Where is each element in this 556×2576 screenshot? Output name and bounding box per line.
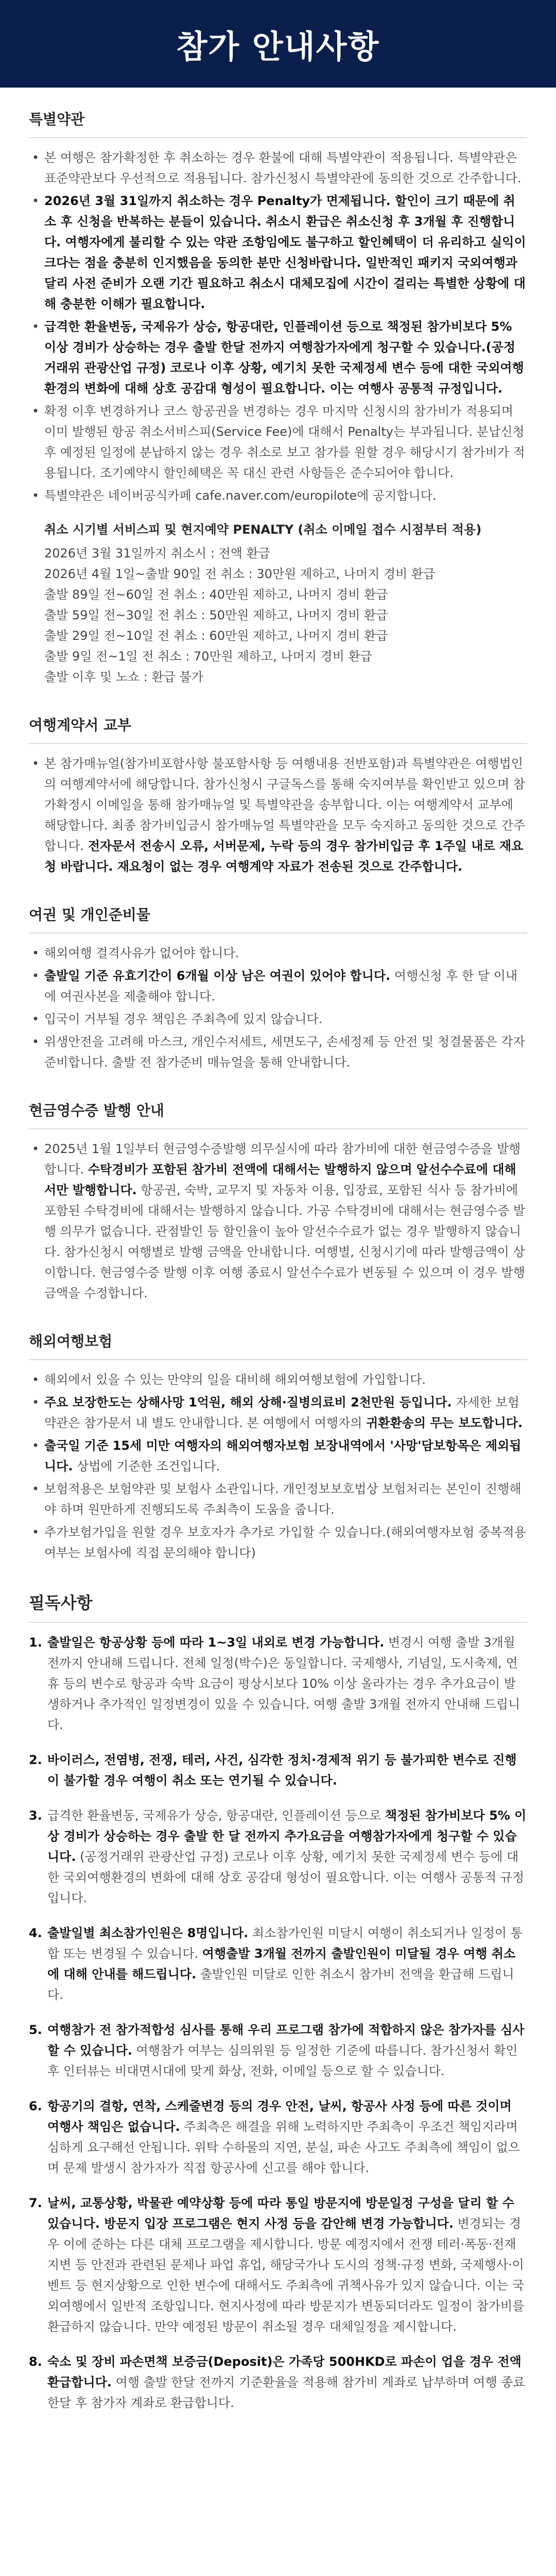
body-text: 2025년 1월 1일부터 현금영수증발행 의무실시에 따라 참가비에 대한 현금영수증을 발행합니다.: [44, 1142, 521, 1177]
section-notes: [29, 1590, 527, 2413]
section-contract: [29, 714, 527, 877]
bold-text: 책정된 참가비보다 5% 이상 경비가 상승하는 경우 출발 한 달 전까지 추가요금을 여행참가자에게 청구할 수 있습니다.: [47, 1808, 527, 1864]
note-text: [47, 1923, 527, 2005]
bullet-list: [29, 1369, 527, 1563]
note-item: [29, 1923, 527, 2005]
bullet-list: [29, 943, 527, 1073]
bold-text: 2026년 3월 31일까지 취소하는 경우 Penalty가 면제됩니다. 할인이 크기 때문에 취소 후 신청을 반복하는 분들이 있습니다. 취소시 환급은 취소신청 후 3개월 후 진행합니다. 여행자에게 불리할 수 있는 약관 조항임에도 불구하고 할인혜택이 더 유리하고 실익이 크다는 점을 충분히 인지했음을 동의한 분만 신청바랍니다. 일반적인 패키지 국외여행과 달리 사전 준비가 오랜 기간 필요하고 취소시 대체모집에 시간이 걸리는 특별한 상황에 대해 충분한 이해가 필요합니다.: [44, 194, 526, 311]
body-text: 항공권, 숙박, 교무지 및 자동차 이용, 입장료, 포함된 식사 등 참가비에 포함된 수탁경비에 대해서는 발행하지 않습니다. 가공 수탁경비에 대해서는 현금영수증 발행 의무가 없습니다. 관점발인 등 할인율이 높아 알선수수료가 없는 경우 발행하지 않습니다. 참가신청시 여행별로 발행 금액을 안내합니다. 여행별, 신청시기에 따라 발행금액이 상이합니다. 현금영수증 발행 이후 여행 종료시 알선수수료가 변동될 수 있으며 이 경우 발행금액을 수정합니다.: [44, 1183, 526, 1300]
bold-text: 주요 보장한도는 상해사망 1억원, 해외 상해·질병의료비 2천만원 등입니다.: [44, 1395, 452, 1410]
bold-text: 급격한 환율변동, 국제유가 상승, 항공대란, 인플레이션 등으로: [44, 319, 387, 334]
note-number: 4.: [29, 1926, 42, 1940]
note-text: [47, 2193, 527, 2337]
body-text: 주최측은 해결을 위해 노력하지만 주최측이 우조건 책임지라며 심하게 요구해선 안됩니다. 위탁 수하물의 지연, 분실, 파손 사고도 주최측에 책임이 없으며 문제 발생시 참가자가 직접 항공사에 신고를 해야 합니다.: [47, 2120, 520, 2175]
bullet-list: [29, 147, 527, 506]
body-text: 출발인원 미달로 인한 취소시 참가비 전액을 환급해 드립니다.: [47, 1967, 514, 2002]
list-item: [29, 1369, 527, 1390]
penalty-lines: [44, 543, 527, 687]
list-item: [29, 1392, 527, 1433]
list-item: [29, 1435, 527, 1477]
body-text: 보험적용은 보험약관 및 보험사 소관입니다. 개인정보보호법상 보험처리는 본인이 진행해야 하며 원만하게 진행되도록 주최측이 도움을 줍니다.: [44, 1482, 522, 1517]
bold-text: 여행참가 전 참가적합성 심사를 통해 우리 프로그램 참가에 적합하지 않은 참가자를 심사할 수 있습니다.: [47, 2023, 525, 2058]
body-text: 추가보험가입을 원할 경우 보호자가 추가로 가입할 수 있습니다.(해외여행자보험 중복적용 여부는 보험사에 직접 문의해야 합니다): [44, 1525, 526, 1560]
bold-text: 숙소 및 장비 파손면책 보증금(Deposit)은 가족당 500HKD로 파손이 업을 경우 전액 환급합니다.: [47, 2354, 522, 2389]
list-item: [29, 401, 527, 483]
penalty-line: 2026년 3월 31일까지 취소시 : 전액 환급: [44, 546, 270, 561]
body-text: 최소참가인원 미달시 여행이 취소되거나 일정이 통합 또는 변경될 수 있습니다.: [47, 1926, 523, 1961]
note-number: 1.: [29, 1635, 42, 1650]
note-text: [47, 1805, 527, 1908]
note-item: [29, 2351, 527, 2413]
body-text: 여행참가 여부는 심의위원 등 일정한 기준에 따릅니다. 참가신청서 확인 후 인터뷰는 비대면시대에 맞게 화상, 전화, 이메일 등으로 할 수 있습니다.: [47, 2043, 518, 2078]
body-text: 해외여행 결격사유가 없어야 합니다.: [44, 946, 239, 960]
body-text: (공정거래위 관광산업 규정) 코로나 이후 상황, 예기치 못한 국제정세 변수 등에 대한 국외여행환경의 변화에 대해 상호 공감대 형성이 필요합니다. 이는 여행사 공통적 규정입니다.: [47, 1850, 525, 1905]
note-item: [29, 2096, 527, 2178]
note-text: [47, 1750, 527, 1791]
bold-text: 출발일별 최소참가인원은 8명입니다.: [47, 1926, 249, 1940]
note-text: [47, 2020, 527, 2081]
note-number: 3.: [29, 1808, 42, 1823]
bold-text: 귀환환송의 무는 보도합니다.: [366, 1416, 523, 1430]
note-item: [29, 2020, 527, 2081]
bullet-list: [29, 1139, 527, 1303]
note-number: 2.: [29, 1753, 42, 1767]
body-text: 여행 출발 한달 전까지 기준환율을 적용해 참가비 계좌로 납부하며 여행 종료 한달 후 참가자 계좌로 환급합니다.: [47, 2375, 525, 2410]
body-text: 해외에서 있을 수 있는 만약의 일을 대비해 해외여행보험에 가입합니다.: [44, 1372, 426, 1387]
note-number: 6.: [29, 2099, 42, 2113]
body-text: 확정 이후 변경하거나 코스 항공권을 변경하는 경우 마지막 신청시의 참가비가 적용되며 이미 발행된 항공 취소서비스피(Service Fee)에 대해서 Penalty는 부과됩니다. 분납신청 후 예정된 일정에 분납하지 않는 경우 취소로 보고 참가를 원할 경우 해당시기 참가비가 적용됩니다. 조기예약시 할인혜택은 꼭 대신 관련 사항들은 준수되어야 합니다.: [44, 404, 525, 480]
notes-title: 필독사항: [29, 1590, 527, 1623]
list-item: [29, 191, 527, 314]
body-text: 급격한 환율변동, 국제유가 상승, 항공대란, 인플레이션 등으로: [47, 1808, 385, 1823]
bold-text: 출발일 기준 유효기간이 6개월 이상 남은 여권이 있어야 합니다.: [44, 969, 391, 983]
body-text: 변경되는 경우 이에 준하는 다른 대체 프로그램을 제시합니다. 방문 예정지에서 전쟁 테러·폭동·전재지변 등 안전과 관련된 문제나 파업 휴업, 해당국가나 도시의 정책·규정 변화, 국제행사·이벤트 등 현지상황으로 인한 변수에 대해서도 주최측에 귀책사유가 있지 않습니다. 이는 국외여행에서 일반적 조항입니다. 현지사정에 따라 방문지가 변동되더라도 일정이 참가비를 환급하지 않습니다. 만약 예정된 방문이 취소될 경우 대체일정을 제시합니다.: [47, 2216, 525, 2334]
section-title: 특별약관: [29, 108, 527, 138]
body-text: 자세한 보험약관은 참가문서 내 별도 안내합니다. 본 여행에서 여행자의: [44, 1395, 519, 1430]
list-item: [29, 316, 527, 399]
body-text: 여행신청 후 한 달 이내에 여권사본을 제출해야 합니다.: [44, 969, 518, 1004]
body-text: 변경시 여행 출발 3개월 전까지 안내해 드립니다. 전체 일정(박수)은 동일합니다. 국제행사, 기념일, 도시축제, 연휴 등의 변수로 항공과 숙박 요금이 평상시보다 10% 이상 올라가는 경우 추가요금이 발생하거나 추가적인 일정변경이 있을 수 있습니다. 여행 출발 3개월 전까지 안내해 드립니다.: [47, 1635, 520, 1732]
bold-text: 여행출발 3개월 전까지 출발인원이 미달될 경우 여행 취소에 대해 안내를 해드립니다.: [47, 1946, 516, 1981]
section-title: 여권 및 개인준비물: [29, 904, 527, 934]
note-number: 7.: [29, 2196, 42, 2210]
note-item: [29, 1750, 527, 1791]
bold-text: 항공기의 결항, 연착, 스케줄변경 등의 경우 안전, 날씨, 항공사 사정 등에 따른 것이며 여행사 책임은 없습니다.: [47, 2099, 512, 2134]
note-item: [29, 2193, 527, 2337]
note-number: 8.: [29, 2354, 42, 2369]
section-title: 여행계약서 교부: [29, 714, 527, 744]
note-number: 5.: [29, 2023, 42, 2037]
list-item: [29, 1522, 527, 1563]
list-item: [29, 943, 527, 963]
note-text: [47, 2351, 527, 2413]
penalty-table: [29, 519, 527, 687]
penalty-line: 출발 9일 전~1일 전 취소 : 70만원 제하고, 나머지 경비 환급: [44, 649, 372, 664]
section-title: 현금영수증 발행 안내: [29, 1099, 527, 1129]
bold-text: 출국일 기준 15세 미만 여행자의 해외여행자보험 보장내역에서 '사망'담보항목은 제외됩니다.: [44, 1438, 522, 1473]
list-item: [29, 1009, 527, 1029]
body-text: 위생안전을 고려해 마스크, 개인수저세트, 세면도구, 손세정제 등 안전 및 청결물품은 각자 준비합니다. 출발 전 참가준비 매뉴얼을 통해 안내합니다.: [44, 1035, 525, 1070]
section-passport: [29, 904, 527, 1073]
note-item: [29, 1805, 527, 1908]
list-item: [29, 1479, 527, 1520]
list-item: [29, 753, 527, 877]
content-area: [0, 88, 556, 2461]
body-text: 입국이 거부될 경우 책임은 주최측에 있지 않습니다.: [44, 1012, 323, 1026]
section-receipt: [29, 1099, 527, 1303]
note-item: [29, 1632, 527, 1735]
list-item: [29, 1031, 527, 1073]
penalty-line: 출발 89일 전~60일 전 취소 : 40만원 제하고, 나머지 경비 환급: [44, 587, 388, 602]
note-text: [47, 2096, 527, 2178]
penalty-line: 2026년 4월 1일~출발 90일 전 취소 : 30만원 제하고, 나머지 경비 환급: [44, 567, 436, 581]
penalty-line: 출발 이후 및 노쇼 : 환급 불가: [44, 670, 203, 684]
page-title: 참가 안내사항: [176, 27, 380, 65]
notes-list: [29, 1632, 527, 2413]
body-text: 상법에 기준한 조건입니다.: [73, 1459, 220, 1473]
list-item: [29, 965, 527, 1007]
section-insurance: [29, 1330, 527, 1563]
page-header: [0, 0, 556, 88]
list-item: [29, 1139, 527, 1303]
bold-text: 날씨, 교통상황, 박물관 예약상황 등에 따라 통일 방문지에 방문일정 구성을 달리 할 수 있습니다. 방문지 입장 프로그램은 현지 사정 등을 감안해 변경 가능합니다.: [47, 2196, 514, 2231]
list-item: [29, 485, 527, 506]
bold-text: 수탁경비가 포함된 참가비 전액에 대해서는 발행하지 않으며 알선수수료에 대해서만 발행합니다.: [44, 1162, 516, 1197]
bold-text: 책정된 참가비보다 5% 이상 경비가 상승하는 경우 출발 한달 전까지 여행참가자에게 청구할 수 있습니다.: [44, 319, 512, 354]
body-text: 특별약관은 네이버공식카페 cafe.naver.com/europilote에 공지합니다.: [44, 488, 437, 503]
bold-text: 출발일은 항공상황 등에 따라 1~3일 내외로 변경 가능합니다.: [47, 1635, 385, 1650]
penalty-line: 출발 59일 전~30일 전 취소 : 50만원 제하고, 나머지 경비 환급: [44, 608, 388, 622]
note-text: [47, 1632, 527, 1735]
bold-text: 전자문서 전송시 오류, 서버문제, 누락 등의 경우 참가비입금 후 1주일 내로 재요청 바랍니다. 재요청이 없는 경우 여행계약 자료가 전송된 것으로 간주합니다.: [44, 839, 524, 874]
bold-text: (공정거래위 관광산업 규정) 코로나 이후 상황, 예기치 못한 국제정세 변수 등에 대한 국외여행환경의 변화에 대해 상호 공감대 형성이 필요합니다. 이는 여행사 공통적 규정입니다.: [44, 340, 524, 396]
section-title: 해외여행보험: [29, 1330, 527, 1360]
body-text: 본 참가매뉴얼(참가비포함사항 불포함사항 등 여행내용 전반포함)과 특별약관은 여행법인의 여행계약서에 해당합니다. 참가신청시 구글독스를 통해 숙지여부를 확인받고 있으며 참가확정시 이메일을 통해 참가매뉴얼 및 특별약관을 송부합니다. 이는 여행계약서 교부에 해당합니다. 최종 참가비입금시 참가매뉴얼 특별약관을 모두 숙지하고 동의한 것으로 간주합니다.: [44, 756, 526, 853]
bullet-list: [29, 753, 527, 877]
bold-text: 바이러스, 전염병, 전쟁, 테러, 사건, 심각한 정치·경제적 위기 등 불가피한 변수로 진행이 불가할 경우 여행이 취소 또는 연기될 수 있습니다.: [47, 1753, 517, 1788]
penalty-title: 취소 시기별 서비스피 및 현지예약 PENALTY (취소 이메일 접수 시점부터 적용): [44, 522, 482, 537]
penalty-line: 출발 29일 전~10일 전 취소 : 60만원 제하고, 나머지 경비 환급: [44, 629, 388, 643]
body-text: 본 여행은 참가확정한 후 취소하는 경우 환불에 대해 특별약관이 적용됩니다. 특별약관은 표준약관보다 우선적으로 적용됩니다. 참가신청시 특별약관에 동의한 것으로 간주합니다.: [44, 150, 522, 185]
list-item: [29, 147, 527, 189]
section-special: [29, 108, 527, 687]
